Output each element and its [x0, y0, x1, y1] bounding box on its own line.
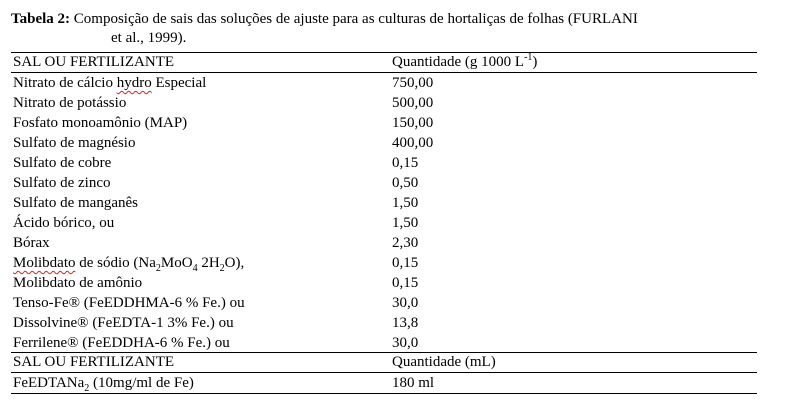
row-quantity: 13,8 — [392, 315, 419, 331]
caption-text-line1: Composição de sais das soluções de ajuste para as culturas de hortaliças de folhas (FURLANI — [70, 11, 638, 27]
row-salt-name: Ferrilene® (FeEDDHA-6 % Fe.) ou — [13, 335, 230, 351]
row-salt-name: Ácido bórico, ou — [13, 215, 115, 231]
row-quantity: 1,50 — [392, 195, 419, 211]
row-salt-name: Fosfato monoamônio (MAP) — [13, 115, 188, 131]
table-caption — [11, 10, 781, 48]
row-quantity: 400,00 — [392, 135, 434, 151]
table-row — [13, 373, 753, 393]
row-quantity: 0,15 — [392, 255, 419, 271]
header-col-quantity: Quantidade (g 1000 $L^{-1}$) — [392, 52, 538, 70]
row-quantity: 30,0 — [392, 295, 419, 311]
table-row — [13, 253, 753, 273]
table-row — [13, 233, 753, 253]
table-row — [13, 73, 753, 93]
row-quantity: 0,15 — [392, 155, 419, 171]
row-quantity: 30,0 — [392, 335, 419, 351]
row-quantity: 500,00 — [392, 95, 434, 111]
table-row — [13, 153, 753, 173]
row-salt-name: Bórax — [13, 235, 50, 251]
row-salt-name: Sulfato de cobre — [13, 155, 112, 171]
table-row — [13, 133, 753, 153]
caption-text-line2: et al., 1999). — [111, 30, 187, 46]
table-row — [13, 313, 753, 333]
table-row — [13, 273, 753, 293]
row-salt-name: Nitrato de potássio — [13, 95, 127, 111]
row-quantity: 2,30 — [392, 235, 419, 251]
caption-label: Tabela 2: — [11, 11, 71, 27]
header2-col-quantity: Quantidade (mL) — [392, 354, 496, 370]
row-salt-name: FeEDTANa$_2$ (10mg/ml de Fe) — [13, 375, 194, 394]
table-header-row — [13, 52, 753, 72]
row-salt-name: Sulfato de zinco — [13, 175, 111, 191]
row-quantity: 750,00 — [392, 75, 434, 91]
table-row — [13, 293, 753, 313]
table-row — [13, 333, 753, 353]
row-salt-name: Tenso-Fe® (FeEDDHMA-6 % Fe.) ou — [13, 295, 245, 311]
table-row — [13, 173, 753, 193]
table2-header-row — [13, 352, 753, 372]
row-salt-name: Sulfato de manganês — [13, 195, 138, 211]
table-bottom-rule — [11, 393, 757, 394]
row-quantity: 0,50 — [392, 175, 419, 191]
row-quantity: 0,15 — [392, 275, 419, 291]
row-salt-name: Sulfato de magnésio — [13, 135, 136, 151]
row-salt-name: Nitrato de cálcio hydro Especial — [13, 75, 207, 91]
table-row — [13, 193, 753, 213]
row-salt-name: Molibdato de amônio — [13, 275, 143, 291]
table-row — [13, 93, 753, 113]
header2-col-salt: SAL OU FERTILIZANTE — [13, 354, 175, 370]
row-quantity: 150,00 — [392, 115, 434, 131]
row-salt-name: Molibdato de sódio ($Na_2MoO_4$ $2H_2O$), — [13, 255, 245, 274]
table-row — [13, 113, 753, 133]
row-salt-name: Dissolvine® (FeEDTA-1 3% Fe.) ou — [13, 315, 234, 331]
header-col-salt: SAL OU FERTILIZANTE — [13, 54, 175, 70]
table-row — [13, 213, 753, 233]
row-quantity: 180 ml — [392, 375, 435, 391]
row-quantity: 1,50 — [392, 215, 419, 231]
